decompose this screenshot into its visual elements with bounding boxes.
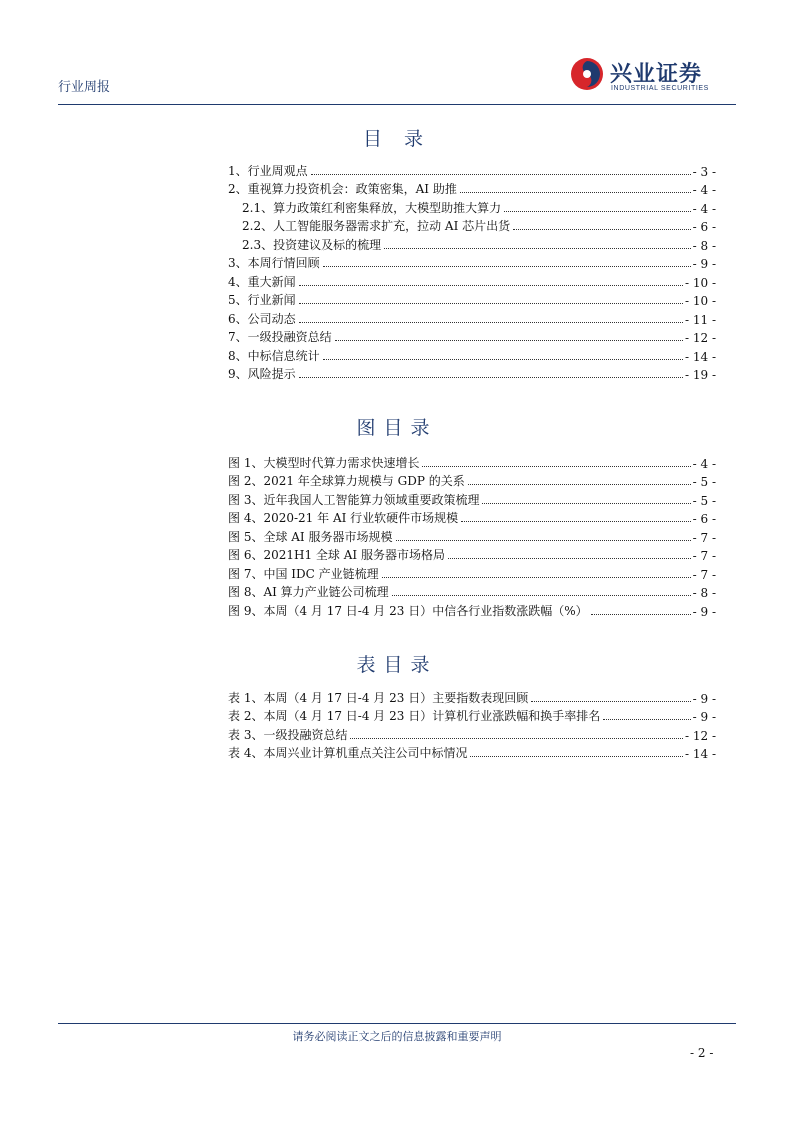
toc-entry-title: 9、风险提示 — [228, 367, 296, 381]
toc-entry-title: 7、一级投融资总结 — [228, 330, 332, 344]
toc-entry[interactable] — [228, 327, 716, 346]
toc-entry-title: 2、重视算力投资机会：政策密集，AI 助推 — [228, 182, 457, 196]
toc-entry-title: 图 9、本周（4 月 17 日-4 月 23 日）中信各行业指数涨跌幅（%） — [228, 603, 588, 618]
toc-leader-dots — [299, 303, 683, 304]
toc-entry-title: 表 3、一级投融资总结 — [228, 727, 348, 742]
toc-entry[interactable] — [228, 526, 716, 545]
toc-entry-title: 2.3、投资建议及标的梳理 — [242, 237, 382, 252]
toc-leader-dots — [591, 614, 691, 615]
toc-entry-title: 图 6、2021H1 全球 AI 服务器市场格局 — [228, 548, 445, 562]
toc-entry-page: - 11 - — [684, 312, 716, 327]
toc-entry-page: - 12 - — [684, 331, 716, 345]
toc-leader-dots — [470, 756, 683, 757]
page-number: - 2 - — [690, 1046, 714, 1060]
toc-leader-dots — [422, 466, 690, 467]
toc-entry[interactable] — [228, 508, 716, 527]
toc-entry-title: 图 4、2020-21 年 AI 行业软硬件市场规模 — [228, 511, 459, 525]
toc-entry-page: - 19 - — [684, 368, 716, 382]
toc-entry[interactable] — [228, 452, 716, 471]
toc-entry-title: 2.2、人工智能服务器需求扩充，拉动 AI 芯片出货 — [242, 219, 511, 233]
toc-entry-page: - 9 - — [692, 691, 716, 706]
header-rule — [58, 104, 736, 105]
toc-leader-dots — [382, 577, 691, 578]
toc-entry[interactable] — [228, 216, 716, 235]
toc-entry[interactable] — [228, 271, 716, 290]
toc-leader-dots — [531, 701, 690, 702]
toc-entry-title: 表 2、本周（4 月 17 日-4 月 23 日）计算机行业涨跌幅和换手率排名 — [228, 709, 601, 723]
toc-leader-dots — [460, 192, 691, 193]
toc-leader-dots — [299, 285, 683, 286]
toc-entry[interactable] — [228, 290, 716, 309]
toc-leader-dots — [311, 174, 691, 175]
toc-entry-page: - 10 - — [684, 294, 716, 308]
toc-entry-page: - 7 - — [692, 549, 716, 563]
toc-entry-page: - 10 - — [684, 275, 716, 290]
toc-entry-page: - 7 - — [692, 567, 716, 582]
toc-entry-title: 表 1、本周（4 月 17 日-4 月 23 日）主要指数表现回顾 — [228, 690, 529, 705]
toc-entry[interactable] — [228, 563, 716, 582]
toc-entry-page: - 5 - — [692, 475, 716, 489]
toc-leader-dots — [513, 229, 691, 230]
toc-entry[interactable] — [228, 471, 716, 490]
toc-entry[interactable] — [228, 179, 716, 198]
toc-leader-dots — [299, 322, 683, 323]
tables-title: 表目录 — [356, 654, 438, 676]
footer-rule — [58, 1023, 736, 1024]
toc-entry[interactable] — [228, 743, 716, 762]
toc-entry-page: - 12 - — [684, 728, 716, 743]
toc-entry[interactable] — [228, 234, 716, 253]
toc-entry-title: 2.1、算力政策红利密集释放，大模型助推大算力 — [242, 200, 502, 215]
toc-entry-page: - 7 - — [692, 530, 716, 545]
toc-entry[interactable] — [228, 364, 716, 383]
logo-name: 兴业证券 — [610, 62, 703, 87]
toc-entry-title: 1、行业周观点 — [228, 163, 308, 178]
toc-entry-page: - 14 - — [684, 349, 716, 364]
toc-leader-dots — [335, 340, 683, 341]
toc-entry-page: - 9 - — [692, 257, 716, 271]
company-logo — [570, 55, 740, 97]
toc-leader-dots — [468, 484, 691, 485]
toc-leader-dots — [350, 738, 683, 739]
toc-leader-dots — [603, 719, 690, 720]
toc-leader-dots — [384, 248, 691, 249]
toc-entry[interactable] — [228, 600, 716, 619]
toc-entry-title: 图 1、大模型时代算力需求快速增长 — [228, 455, 420, 470]
toc-entry[interactable] — [228, 160, 716, 179]
toc-entry[interactable] — [228, 706, 716, 725]
toc-leader-dots — [299, 377, 683, 378]
toc-entry[interactable] — [228, 724, 716, 743]
footer-disclaimer: 请务必阅读正文之后的信息披露和重要声明 — [292, 1030, 502, 1043]
toc-entry-title: 4、重大新闻 — [228, 274, 296, 289]
toc-entry-title: 表 4、本周兴业计算机重点关注公司中标情况 — [228, 746, 468, 760]
toc-entry[interactable] — [228, 545, 716, 564]
toc-leader-dots — [396, 540, 691, 541]
toc-entry-title: 图 8、AI 算力产业链公司梳理 — [228, 585, 389, 599]
toc-entry[interactable] — [228, 308, 716, 327]
toc-entry-title: 图 3、近年我国人工智能算力领域重要政策梳理 — [228, 492, 480, 507]
toc-entry-title: 8、中标信息统计 — [228, 348, 320, 363]
toc-entry-title: 图 7、中国 IDC 产业链梳理 — [228, 566, 379, 581]
toc-leader-dots — [323, 266, 691, 267]
toc-entry-page: - 8 - — [692, 586, 716, 600]
toc-entry-page: - 9 - — [692, 710, 716, 724]
toc-entry[interactable] — [228, 253, 716, 272]
toc-leader-dots — [392, 595, 691, 596]
toc-entry-page: - 6 - — [692, 220, 716, 234]
toc-entry-title: 5、行业新闻 — [228, 293, 296, 307]
toc-entry[interactable] — [228, 687, 716, 706]
header-label: 行业周报 — [58, 80, 111, 95]
figures-list — [228, 452, 716, 619]
toc-entry-page: - 14 - — [684, 747, 716, 761]
contents-list — [228, 160, 716, 382]
toc-entry-title: 6、公司动态 — [228, 311, 296, 326]
toc-leader-dots — [461, 521, 690, 522]
toc-entry[interactable] — [228, 582, 716, 601]
toc-leader-dots — [448, 558, 691, 559]
toc-entry-page: - 9 - — [692, 604, 716, 619]
toc-entry-page: - 4 - — [692, 183, 716, 197]
toc-entry-page: - 4 - — [692, 201, 716, 216]
toc-leader-dots — [504, 211, 691, 212]
logo-mark-icon — [570, 57, 604, 91]
toc-entry-page: - 5 - — [692, 493, 716, 508]
toc-entry[interactable] — [228, 489, 716, 508]
toc-entry-title: 图 5、全球 AI 服务器市场规模 — [228, 529, 393, 544]
toc-entry[interactable] — [228, 345, 716, 364]
contents-title: 目 录 — [362, 128, 432, 150]
logo-subtitle: INDUSTRIAL SECURITIES — [611, 85, 709, 92]
figures-title: 图目录 — [356, 417, 438, 439]
toc-entry-page: - 3 - — [692, 164, 716, 179]
toc-entry-page: - 6 - — [692, 512, 716, 526]
toc-entry[interactable] — [228, 197, 716, 216]
toc-entry-page: - 4 - — [692, 456, 716, 471]
toc-leader-dots — [482, 503, 690, 504]
toc-entry-page: - 8 - — [692, 238, 716, 253]
toc-entry-title: 3、本周行情回顾 — [228, 256, 320, 270]
toc-leader-dots — [323, 359, 683, 360]
tables-list — [228, 687, 716, 761]
toc-entry-title: 图 2、2021 年全球算力规模与 GDP 的关系 — [228, 474, 465, 488]
